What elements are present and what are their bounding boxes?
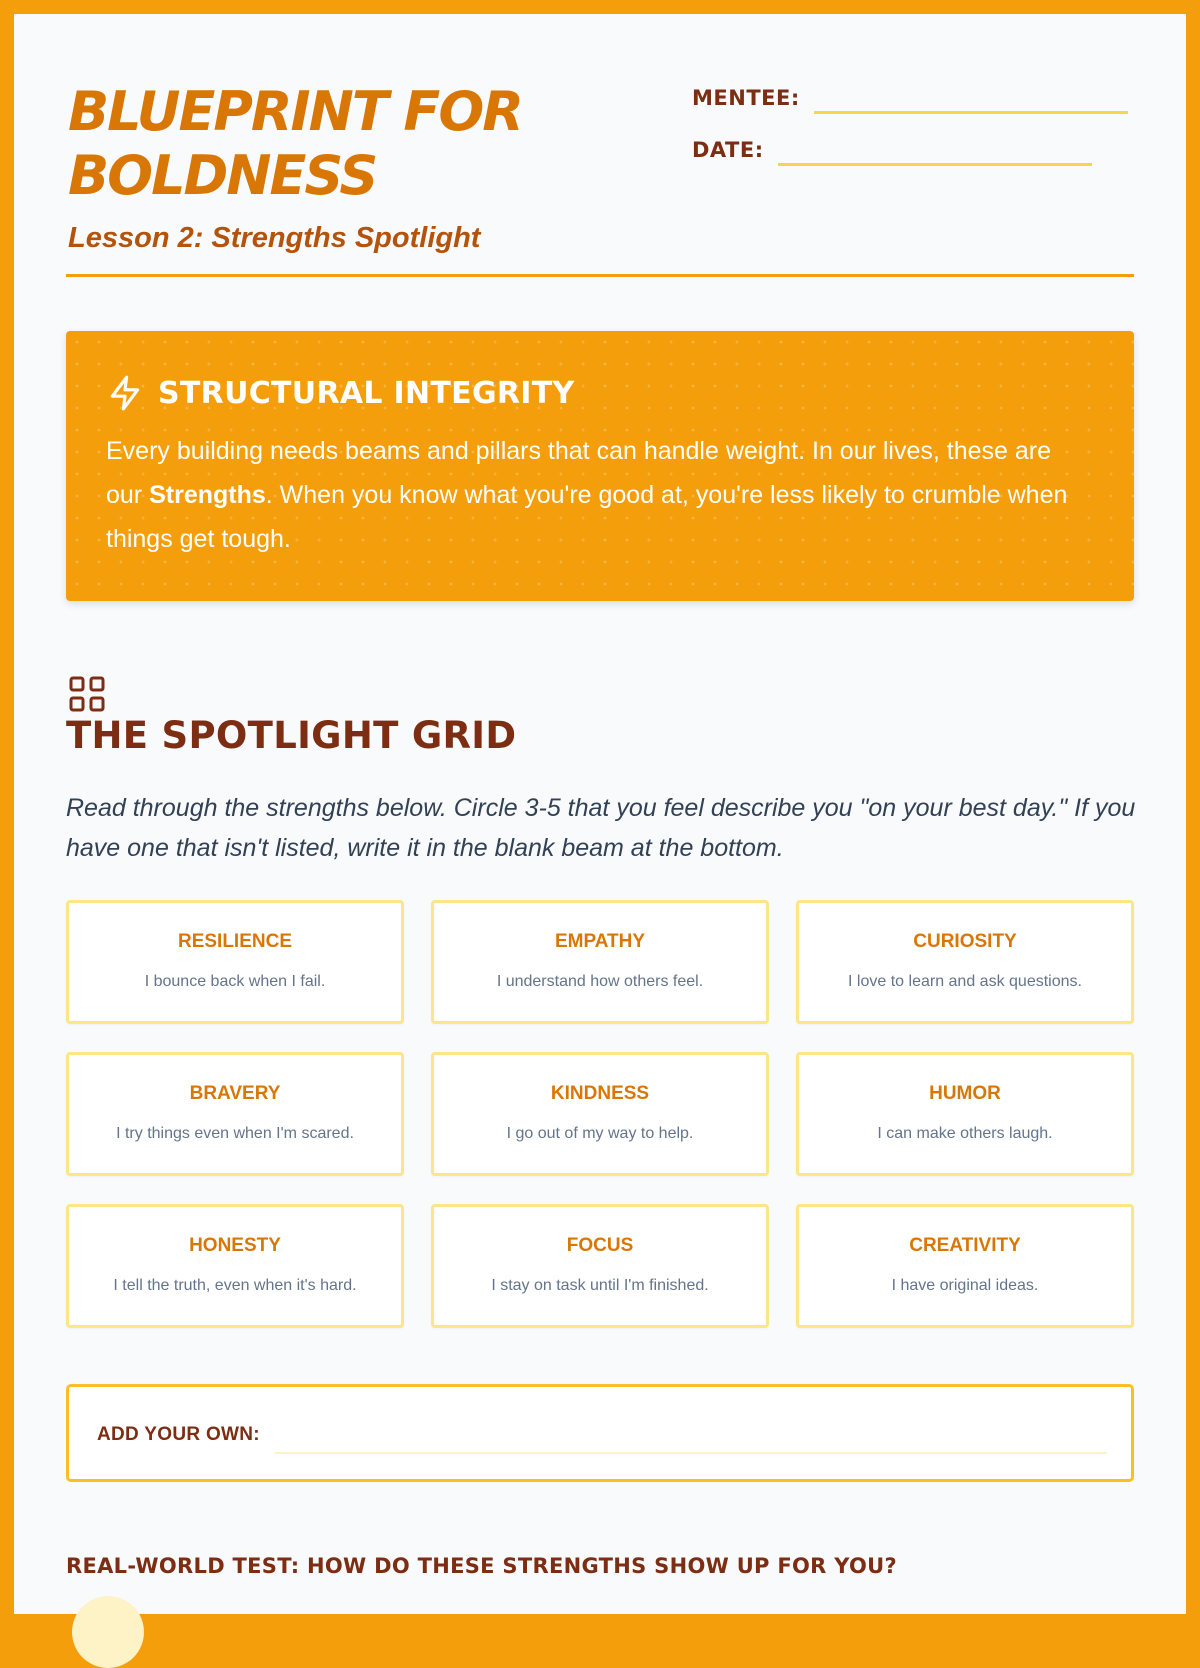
callout-body	[106, 429, 1094, 561]
strength-card[interactable]	[66, 1204, 404, 1328]
date-label: DATE:	[692, 138, 764, 162]
strength-card[interactable]	[66, 1052, 404, 1176]
strength-description: I can make others laugh.	[877, 1125, 1053, 1142]
mentee-field[interactable]	[692, 86, 1128, 110]
strength-card[interactable]	[796, 900, 1134, 1024]
section-title: THE SPOTLIGHT GRID	[66, 714, 517, 757]
lesson-subtitle: Lesson 2: Strengths Spotlight	[68, 222, 481, 254]
mentee-label: MENTEE:	[692, 86, 800, 110]
question-bullet-circle	[72, 1596, 144, 1668]
strength-name: HUMOR	[929, 1083, 1001, 1104]
date-field[interactable]	[692, 138, 1092, 162]
strength-description: I tell the truth, even when it's hard.	[113, 1277, 357, 1294]
grid-icon	[69, 676, 105, 717]
header-divider	[66, 274, 1134, 277]
strength-name: HONESTY	[189, 1235, 281, 1256]
strength-card[interactable]	[66, 900, 404, 1024]
strength-description: I go out of my way to help.	[506, 1125, 694, 1142]
strength-card[interactable]	[796, 1052, 1134, 1176]
real-world-test-heading: REAL-WORLD TEST: HOW DO THESE STRENGTHS SHOW UP FOR YOU?	[66, 1554, 897, 1578]
callout-body-strengths: Strengths	[149, 481, 266, 509]
strength-card[interactable]	[431, 1204, 769, 1328]
add-your-own-input-line[interactable]	[275, 1452, 1107, 1454]
date-input-line[interactable]	[778, 163, 1092, 166]
strength-name: KINDNESS	[550, 1083, 650, 1104]
strength-name: RESILIENCE	[177, 931, 293, 952]
callout-body-text-end: . When you know what you're good at, you're less likely to crumble when things get tough.	[106, 481, 1068, 553]
strength-description: I bounce back when I fail.	[144, 973, 326, 990]
page-title: BLUEPRINT FOR BOLDNESS	[68, 80, 522, 207]
add-your-own-label: ADD YOUR OWN:	[97, 1424, 260, 1445]
strength-name: CREATIVITY	[909, 1235, 1021, 1256]
mentee-input-line[interactable]	[814, 111, 1128, 114]
add-your-own-box[interactable]	[66, 1384, 1134, 1482]
instructions-text: Read through the strengths below. Circle 3-5 that you feel describe you "on your best day." If you have one that isn't listed, write it in the blank beam at the bottom.	[66, 794, 1136, 862]
structural-integrity-callout	[66, 331, 1134, 601]
strength-description: I stay on task until I'm finished.	[491, 1277, 709, 1294]
strength-description: I understand how others feel.	[496, 973, 704, 990]
strength-card[interactable]	[431, 900, 769, 1024]
callout-body-text: Every building needs beams and pillars that can handle weight. In our lives, these are our	[106, 437, 1052, 509]
strength-description: I try things even when I'm scared.	[116, 1125, 354, 1142]
strength-card[interactable]	[431, 1052, 769, 1176]
strength-description: I love to learn and ask questions.	[848, 973, 1082, 990]
lightning-bolt-icon	[106, 374, 144, 412]
callout-header	[106, 371, 1094, 415]
strength-name: CURIOSITY	[913, 931, 1017, 952]
callout-title: STRUCTURAL INTEGRITY	[158, 375, 575, 411]
strength-name: EMPATHY	[554, 931, 646, 952]
strength-name: FOCUS	[566, 1235, 634, 1256]
worksheet-page	[14, 14, 1186, 1614]
strength-name: BRAVERY	[189, 1083, 281, 1104]
strength-description: I have original ideas.	[891, 1277, 1039, 1294]
strength-card[interactable]	[796, 1204, 1134, 1328]
